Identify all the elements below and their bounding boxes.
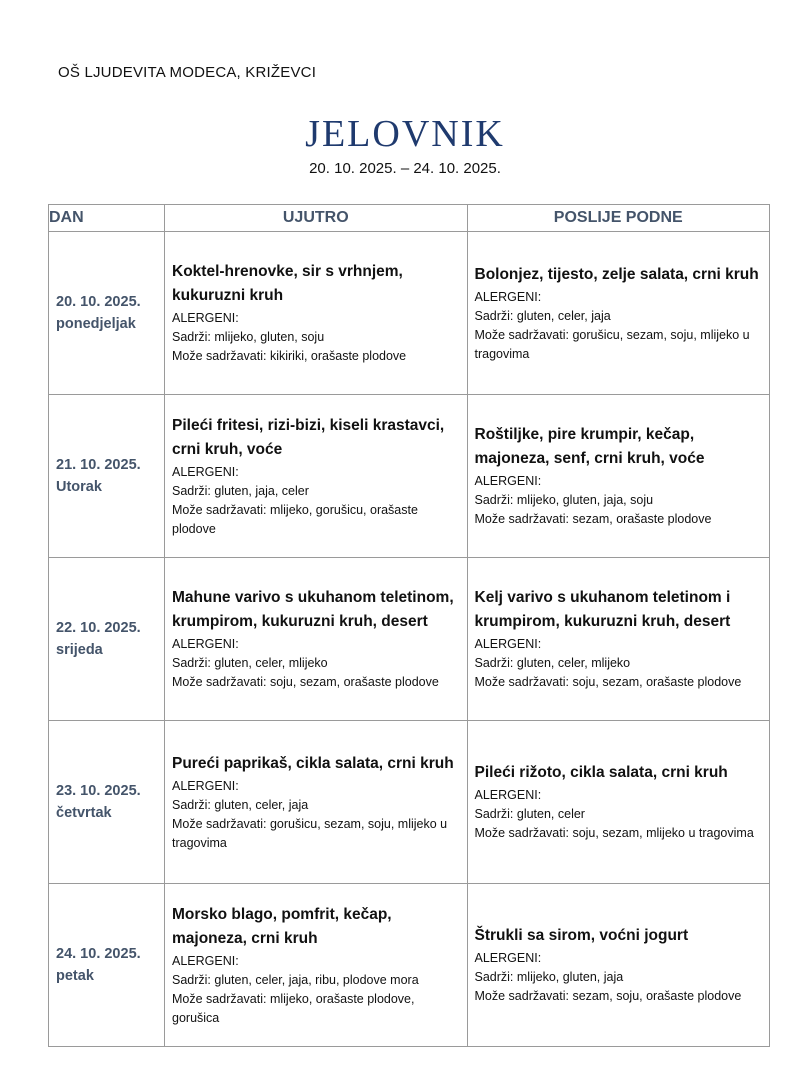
day-name: petak [56, 968, 94, 984]
table-row [49, 395, 770, 558]
allergens-contains: Sadrži: mlijeko, gluten, jaja [474, 970, 624, 984]
allergens-contains: Sadrži: gluten, celer, jaja, ribu, plodove mora [172, 972, 419, 987]
allergens-contains: Sadrži: gluten, celer, mlijeko [474, 656, 631, 670]
allergens-label: ALERGENI: [474, 289, 542, 304]
allergens-may-contain: Može sadržavati: sezam, soju, orašaste plodove [474, 989, 742, 1003]
day-date: 20. 10. 2025. [56, 294, 141, 310]
afternoon-cell [467, 232, 770, 395]
meal-name: Pileći rižoto, cikla salata, crni kruh [474, 764, 728, 781]
meal-name: Koktel-hrenovke, sir s vrhnjem, kukuruzni kruh [172, 263, 403, 304]
column-header-afternoon: POSLIJE PODNE [467, 205, 770, 232]
day-name: srijeda [56, 642, 103, 658]
allergens-label: ALERGENI: [172, 778, 239, 793]
school-name: OŠ LJUDEVITA MODECA, KRIŽEVCI [58, 64, 317, 81]
day-name: ponedjeljak [56, 316, 136, 332]
table-row [49, 232, 770, 395]
day-date: 21. 10. 2025. [56, 457, 141, 473]
allergens-may-contain: Može sadržavati: sezam, orašaste plodove [474, 512, 712, 526]
day-cell [49, 395, 165, 558]
allergens-label: ALERGENI: [474, 788, 542, 802]
afternoon-cell [467, 558, 770, 721]
allergens-label: ALERGENI: [474, 474, 542, 488]
allergens-label: ALERGENI: [474, 951, 542, 965]
allergens-may-contain: Može sadržavati: soju, sezam, mlijeko u tragovima [474, 826, 754, 840]
allergens-may-contain: Može sadržavati: gorušicu, sezam, soju, mlijeko u tragovima [172, 816, 448, 850]
day-date: 23. 10. 2025. [56, 783, 141, 799]
allergens-may-contain: Može sadržavati: kikiriki, orašaste plodove [172, 349, 407, 363]
allergens-label: ALERGENI: [172, 953, 239, 968]
meal-name: Bolonjez, tijesto, zelje salata, crni kruh [474, 265, 759, 283]
column-header-day: DAN [49, 205, 165, 232]
meal-name: Mahune varivo s ukuhanom teletinom, krumpirom, kukuruzni kruh, desert [172, 589, 454, 630]
meal-name: Roštiljke, pire krumpir, kečap, majoneza, senf, crni kruh, voće [474, 426, 705, 467]
table-row [49, 884, 770, 1047]
afternoon-cell [467, 721, 770, 884]
date-range: 20. 10. 2025. – 24. 10. 2025. [309, 160, 501, 177]
allergens-contains: Sadrži: gluten, jaja, celer [172, 483, 309, 498]
day-cell [49, 884, 165, 1047]
table-row [49, 558, 770, 721]
day-date: 22. 10. 2025. [56, 620, 141, 636]
day-cell [49, 232, 165, 395]
morning-cell [165, 721, 468, 884]
allergens-contains: Sadrži: gluten, celer, jaja [172, 797, 309, 812]
morning-cell [165, 395, 468, 558]
allergens-may-contain: Može sadržavati: mlijeko, orašaste plodove, gorušica [172, 991, 415, 1025]
allergens-may-contain: Može sadržavati: soju, sezam, orašaste plodove [474, 675, 742, 689]
allergens-contains: Sadrži: gluten, celer, mlijeko [172, 656, 328, 670]
menu-table [48, 204, 770, 1047]
meal-name: Morsko blago, pomfrit, kečap, majoneza, crni kruh [172, 905, 392, 947]
day-name: Utorak [56, 479, 102, 495]
allergens-contains: Sadrži: gluten, celer, jaja [474, 308, 611, 323]
table-row [49, 721, 770, 884]
morning-cell [165, 232, 468, 395]
allergens-may-contain: Može sadržavati: gorušicu, sezam, soju, mlijeko u tragovima [474, 327, 750, 361]
meal-name: Pureći paprikaš, cikla salata, crni kruh [172, 754, 454, 772]
morning-cell [165, 884, 468, 1047]
allergens-contains: Sadrži: mlijeko, gluten, soju [172, 330, 325, 344]
page-title: JELOVNIK [305, 113, 505, 155]
allergens-may-contain: Može sadržavati: soju, sezam, orašaste plodove [172, 675, 439, 689]
meal-name: Štrukli sa sirom, voćni jogurt [474, 927, 689, 944]
allergens-may-contain: Može sadržavati: mlijeko, gorušicu, orašaste plodove [172, 502, 418, 536]
allergens-contains: Sadrži: mlijeko, gluten, jaja, soju [474, 493, 654, 507]
afternoon-cell [467, 395, 770, 558]
day-name: četvrtak [56, 805, 112, 821]
allergens-label: ALERGENI: [474, 637, 542, 651]
afternoon-cell [467, 884, 770, 1047]
allergens-label: ALERGENI: [172, 311, 239, 325]
day-cell [49, 721, 165, 884]
column-header-morning: UJUTRO [165, 205, 468, 232]
morning-cell [165, 558, 468, 721]
table-header-row [49, 205, 770, 232]
day-date: 24. 10. 2025. [56, 946, 141, 962]
allergens-contains: Sadrži: gluten, celer [474, 807, 585, 821]
day-cell [49, 558, 165, 721]
meal-name: Pileći fritesi, rizi-bizi, kiseli krastavci, crni kruh, voće [172, 416, 445, 458]
allergens-label: ALERGENI: [172, 637, 239, 651]
allergens-label: ALERGENI: [172, 464, 239, 479]
meal-name: Kelj varivo s ukuhanom teletinom i krumpirom, kukuruzni kruh, desert [474, 589, 731, 630]
